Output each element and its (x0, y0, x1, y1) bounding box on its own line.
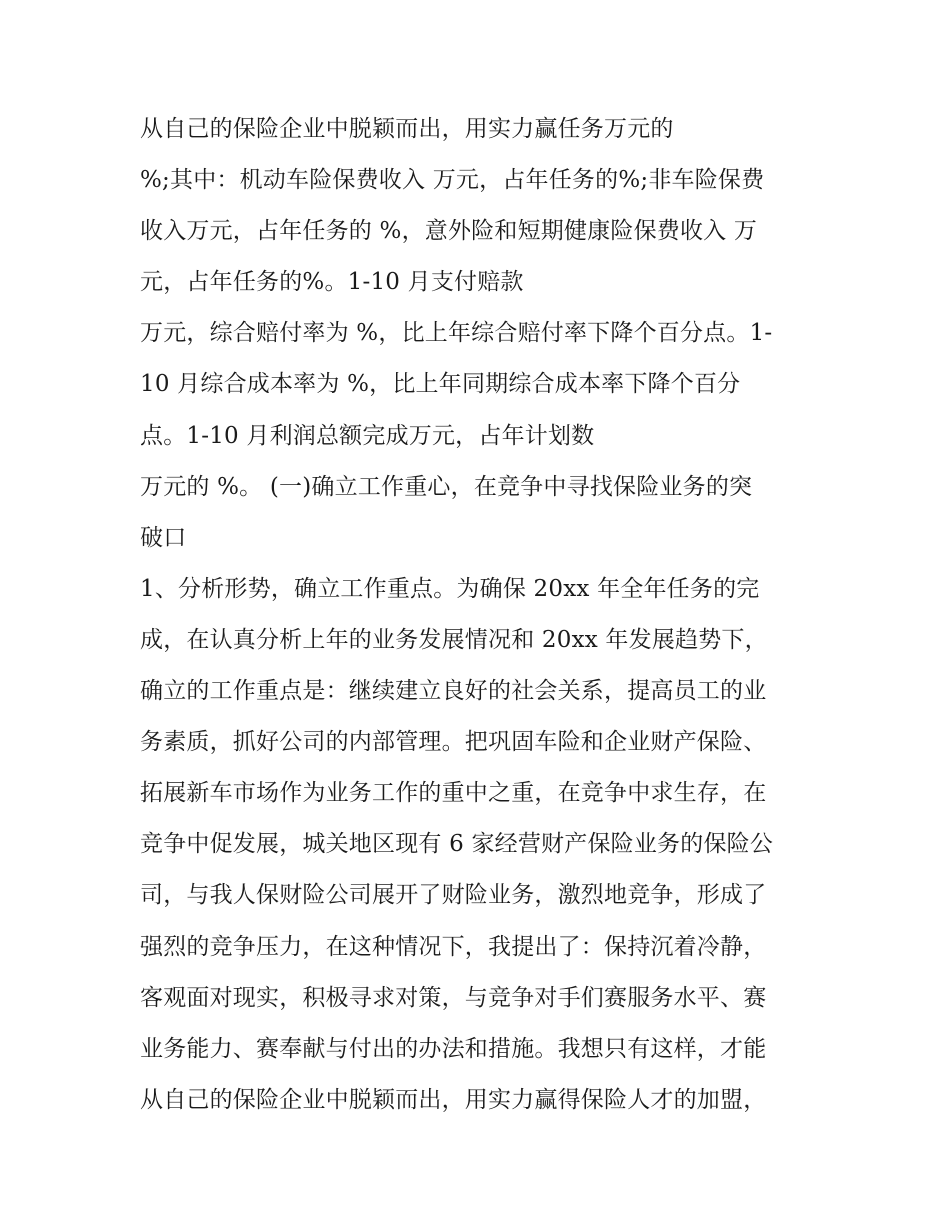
text-line-13: 务素质，抓好公司的内部管理。把巩固车险和企业财产保险、 (140, 729, 767, 756)
text-line-1: 从自己的保险企业中脱颖而出，用实力赢任务万元的 (140, 116, 674, 142)
text-line-3: 收入万元，占年任务的 %，意外险和短期健康险保费收入 万 (140, 218, 758, 245)
text-line-12: 确立的工作重点是：继续建立良好的社会关系，提高员工的业 (140, 678, 767, 705)
text-line-17: 强烈的竞争压力，在这种情况下，我提出了：保持沉着冷静， (140, 933, 767, 960)
text-line-6: 10 月综合成本率为 %，比上年同期综合成本率下降个百分 (140, 371, 741, 398)
text-line-18: 客观面对现实，积极寻求对策，与竞争对手们赛服务水平、赛 (140, 984, 767, 1011)
text-line-11: 成，在认真分析上年的业务发展情况和 20xx 年发展趋势下， (140, 626, 768, 653)
text-line-16: 司，与我人保财险公司展开了财险业务，激烈地竞争，形成了 (140, 882, 767, 909)
text-line-4: 元，占年任务的%。1-10 月支付赔款 (140, 269, 524, 296)
text-line-2: %;其中：机动车险保费收入 万元，占年任务的%;非车险保费 (140, 167, 765, 194)
text-line-15: 竞争中促发展，城关地区现有 6 家经营财产保险业务的保险公 (140, 831, 774, 858)
text-line-7: 点。1-10 月利润总额完成万元，占年计划数 (140, 422, 595, 449)
text-line-20: 从自己的保险企业中脱颖而出，用实力赢得保险人才的加盟， (140, 1086, 767, 1113)
text-line-19: 业务能力、赛奉献与付出的办法和措施。我想只有这样，才能 (140, 1035, 767, 1062)
text-line-10: 1、分析形势，确立工作重点。为确保 20xx 年全年任务的完 (140, 575, 760, 602)
text-line-9: 破口 (140, 524, 187, 551)
text-line-8: 万元的 %。 (一)确立工作重心，在竞争中寻找保险业务的突 (140, 473, 753, 500)
text-line-5: 万元，综合赔付率为 %，比上年综合赔付率下降个百分点。1- (140, 320, 773, 347)
text-line-14: 拓展新车市场作为业务工作的重中之重，在竞争中求生存，在 (140, 780, 767, 807)
body-text (140, 104, 820, 1126)
